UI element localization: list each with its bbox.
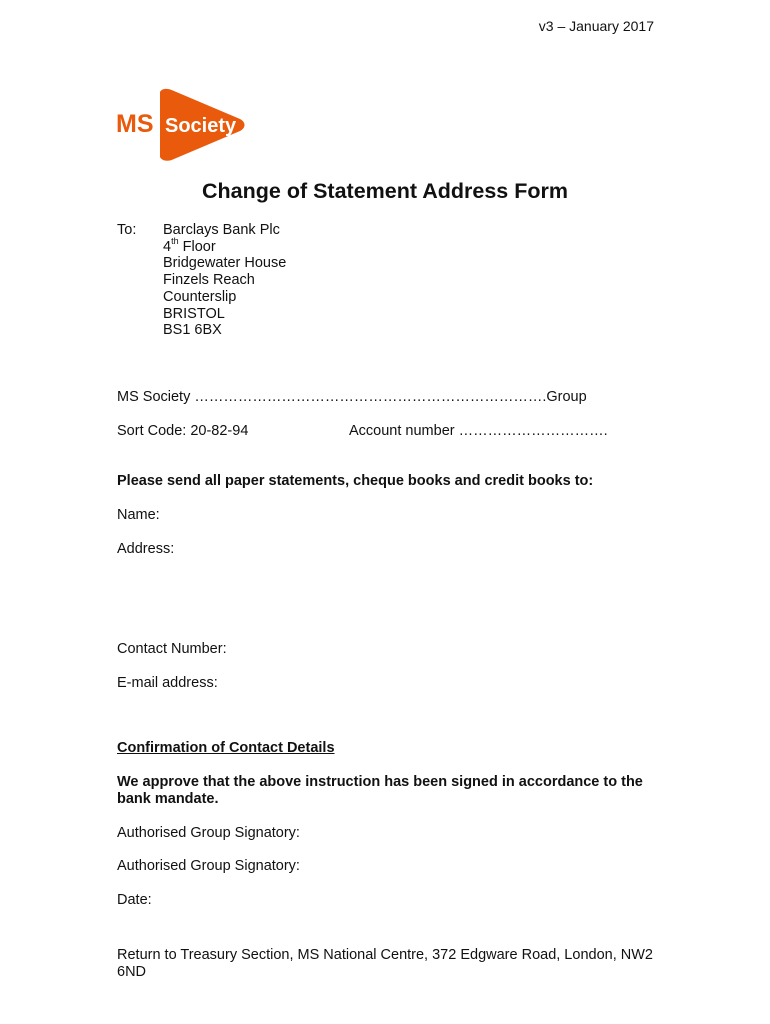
date-field[interactable]: Date: bbox=[117, 892, 152, 908]
approval-statement: We approve that the above instruction has been signed in accordance to the bank mandate. bbox=[117, 774, 643, 807]
bank-floor: 4th Floor bbox=[163, 235, 216, 255]
bank-street: Finzels Reach bbox=[163, 272, 255, 289]
bank-address bbox=[163, 222, 286, 339]
confirmation-heading: Confirmation of Contact Details bbox=[117, 740, 335, 756]
logo-ms-text: MS bbox=[116, 110, 154, 138]
group-name-field[interactable]: MS Society ……………………………………………………………….Group bbox=[117, 389, 587, 405]
bank-postcode: BS1 6BX bbox=[163, 322, 222, 339]
bank-area: Counterslip bbox=[163, 288, 237, 305]
bank-name: Barclays Bank Plc bbox=[163, 222, 280, 238]
bank-city: BRISTOL bbox=[163, 305, 225, 322]
name-field[interactable]: Name: bbox=[117, 507, 160, 523]
version-label: v3 – January 2017 bbox=[538, 18, 654, 34]
signatory-field-2[interactable]: Authorised Group Signatory: bbox=[117, 858, 300, 874]
return-address: Return to Treasury Section, MS National Centre, 372 Edgware Road, London, NW2 6ND bbox=[117, 947, 653, 980]
form-title: Change of Statement Address Form bbox=[202, 179, 568, 203]
bank-building: Bridgewater House bbox=[163, 255, 287, 272]
to-label: To: bbox=[117, 222, 137, 238]
ms-society-logo bbox=[114, 88, 246, 162]
contact-number-field[interactable]: Contact Number: bbox=[117, 641, 227, 657]
signatory-field-1[interactable]: Authorised Group Signatory: bbox=[117, 825, 300, 841]
send-instruction: Please send all paper statements, cheque books and credit books to: bbox=[117, 473, 594, 489]
address-field[interactable]: Address: bbox=[117, 541, 175, 557]
email-field[interactable]: E-mail address: bbox=[117, 675, 218, 691]
logo-society-text: Society bbox=[165, 115, 237, 137]
sort-code: Sort Code: 20-82-94 bbox=[117, 423, 249, 439]
account-number-field[interactable]: Account number …………………………. bbox=[349, 423, 608, 439]
